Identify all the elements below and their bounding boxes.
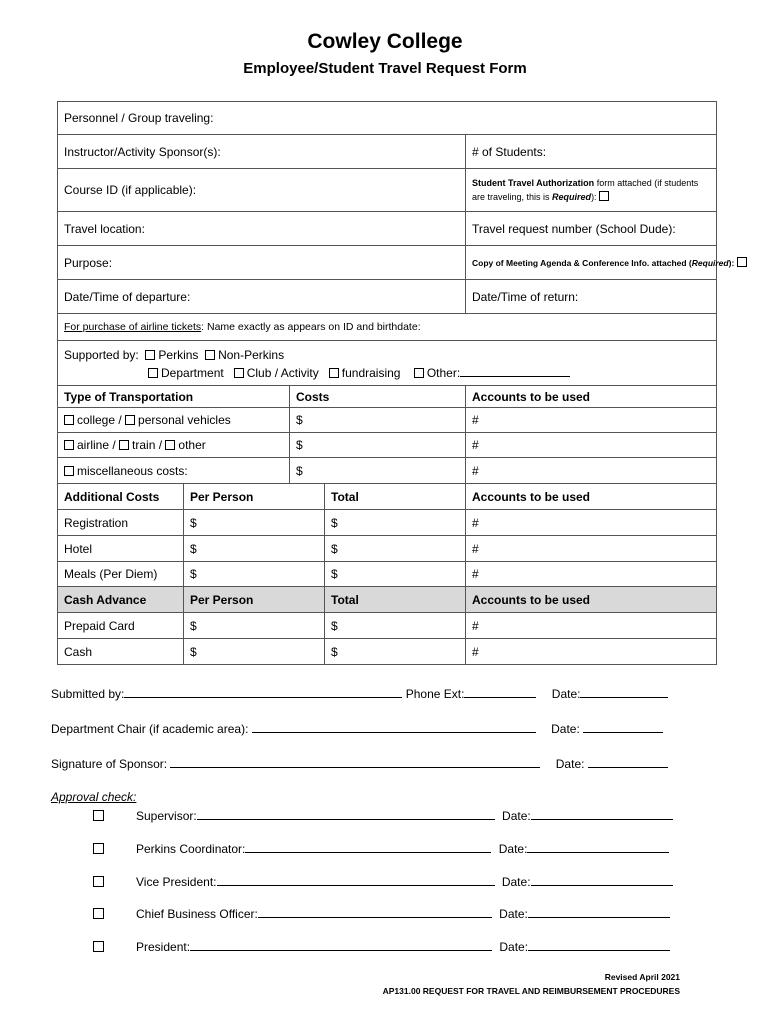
non-perkins-checkbox[interactable] xyxy=(205,350,215,360)
meals-per-person[interactable]: $ xyxy=(184,562,325,587)
prepaid-card-label: Prepaid Card xyxy=(58,613,184,639)
meals-total[interactable]: $ xyxy=(325,562,466,587)
personal-label: personal vehicles xyxy=(138,413,231,427)
president-checkbox[interactable] xyxy=(93,941,104,952)
personnel-field[interactable]: Personnel / Group traveling: xyxy=(58,102,717,135)
cash-total-header: Total xyxy=(325,587,466,613)
submitted-by-label: Submitted by: xyxy=(51,687,125,701)
vice-president-row xyxy=(136,874,673,889)
prepaid-account[interactable]: # xyxy=(466,613,717,639)
submitted-by-row xyxy=(51,686,668,701)
transport-header: Type of Transportation xyxy=(58,386,290,408)
submitted-date-line[interactable] xyxy=(580,686,668,698)
misc-cost[interactable]: $ xyxy=(290,458,466,484)
supervisor-checkbox[interactable] xyxy=(93,810,104,821)
train-checkbox[interactable] xyxy=(119,440,129,450)
president-date-line[interactable] xyxy=(528,939,670,951)
other-transport-label: other xyxy=(178,438,206,452)
sponsor-label: Signature of Sponsor: xyxy=(51,757,168,771)
airline-label: For purchase of airline tickets xyxy=(64,321,202,333)
additional-accounts-header: Accounts to be used xyxy=(466,484,717,510)
sta-checkbox[interactable] xyxy=(599,191,609,201)
club-checkbox[interactable] xyxy=(234,368,244,378)
other-label: Other: xyxy=(426,366,461,380)
cash-total[interactable]: $ xyxy=(325,639,466,665)
approval-check-label: Approval check: xyxy=(51,790,137,804)
airline-tickets-field[interactable] xyxy=(58,314,717,341)
airline-cost[interactable]: $ xyxy=(290,433,466,458)
hotel-per-person[interactable]: $ xyxy=(184,536,325,562)
revised-date: Revised April 2021 xyxy=(604,972,680,982)
vp-date-line[interactable] xyxy=(531,874,673,886)
accounts-header: Accounts to be used xyxy=(466,386,717,408)
president-date-label: Date: xyxy=(499,940,529,954)
cash-label: Cash xyxy=(58,639,184,665)
procedure-reference: AP131.00 REQUEST FOR TRAVEL AND REIMBURSEMENT PROCEDURES xyxy=(382,986,680,996)
registration-label: Registration xyxy=(58,510,184,536)
dept-chair-date-line[interactable] xyxy=(583,721,663,733)
department-label: Department xyxy=(161,366,224,380)
fundraising-checkbox[interactable] xyxy=(329,368,339,378)
agenda-text: Copy of Meeting Agenda & Conference Info. attached ( xyxy=(472,257,692,268)
phone-label: Phone Ext: xyxy=(405,687,465,701)
personal-checkbox[interactable] xyxy=(125,415,135,425)
supervisor-row xyxy=(136,808,673,823)
cbo-row xyxy=(136,906,670,921)
dept-chair-label: Department Chair (if academic area): xyxy=(51,722,249,736)
agenda-attached xyxy=(466,246,735,280)
perkins-coordinator-line[interactable] xyxy=(245,841,491,853)
cbo-label: Chief Business Officer: xyxy=(136,907,258,921)
perkins-checkbox[interactable] xyxy=(145,350,155,360)
misc-row-label xyxy=(58,458,290,484)
meals-account[interactable]: # xyxy=(466,562,717,587)
vice-president-label: Vice President: xyxy=(136,875,217,889)
footer xyxy=(383,970,680,998)
train-label: train / xyxy=(132,438,163,452)
cash-account[interactable]: # xyxy=(466,639,717,665)
cash-accounts-header: Accounts to be used xyxy=(466,587,717,613)
president-line[interactable] xyxy=(190,939,492,951)
sta-required: Required xyxy=(552,192,592,202)
prepaid-total[interactable]: $ xyxy=(325,613,466,639)
president-label: President: xyxy=(136,940,191,954)
course-id-field[interactable]: Course ID (if applicable): xyxy=(58,169,466,212)
perkins-date-line[interactable] xyxy=(527,841,669,853)
college-label: college / xyxy=(77,413,122,427)
phone-line[interactable] xyxy=(464,686,536,698)
other-transport-checkbox[interactable] xyxy=(165,440,175,450)
airline-rest: : Name exactly as appears on ID and birthdate: xyxy=(201,321,421,333)
vice-president-line[interactable] xyxy=(217,874,495,886)
vice-president-checkbox[interactable] xyxy=(93,876,104,887)
club-label: Club / Activity xyxy=(246,366,319,380)
department-checkbox[interactable] xyxy=(148,368,158,378)
sta-end: ): xyxy=(591,192,597,202)
college-checkbox[interactable] xyxy=(64,415,74,425)
hotel-label: Hotel xyxy=(58,536,184,562)
sta-text: form attached (if students are traveling, this is xyxy=(472,178,699,202)
cbo-checkbox[interactable] xyxy=(93,908,104,919)
cash-advance-header: Cash Advance xyxy=(58,587,184,613)
sponsor-date-line[interactable] xyxy=(588,756,668,768)
form-title: Cowley College xyxy=(307,30,463,53)
airline-checkbox[interactable] xyxy=(64,440,74,450)
agenda-end: ): xyxy=(728,257,735,268)
hotel-account[interactable]: # xyxy=(466,536,717,562)
supported-by-cell xyxy=(58,341,717,386)
sta-bold: Student Travel Authorization xyxy=(472,178,595,188)
travel-request-table xyxy=(57,101,735,665)
airline-label-t: airline / xyxy=(77,438,116,452)
agenda-checkbox[interactable] xyxy=(737,257,747,267)
sponsor-date-label: Date: xyxy=(555,757,585,771)
cbo-date-line[interactable] xyxy=(528,906,670,918)
supervisor-label: Supervisor: xyxy=(136,809,197,823)
perkins-coordinator-row xyxy=(136,841,669,856)
registration-per-person[interactable]: $ xyxy=(184,510,325,536)
perkins-coordinator-checkbox[interactable] xyxy=(93,843,104,854)
cash-per-person[interactable]: $ xyxy=(184,639,325,665)
sponsor-row xyxy=(51,756,668,771)
total-header: Total xyxy=(325,484,466,510)
travel-request-number-field[interactable]: Travel request number (School Dude): xyxy=(466,212,717,246)
perkins-coordinator-label: Perkins Coordinator: xyxy=(136,842,246,856)
instructor-field[interactable]: Instructor/Activity Sponsor(s): xyxy=(58,135,466,169)
meals-label: Meals (Per Diem) xyxy=(58,562,184,587)
vp-date-label: Date: xyxy=(501,875,531,889)
return-field[interactable]: Date/Time of return: xyxy=(466,280,717,314)
misc-label: miscellaneous costs: xyxy=(77,463,188,478)
vehicle-cost[interactable]: $ xyxy=(290,408,466,433)
vehicle-account[interactable]: # xyxy=(466,408,717,433)
vehicle-row-label xyxy=(58,408,290,433)
agenda-required: Required xyxy=(691,257,729,268)
dept-chair-line[interactable] xyxy=(252,721,536,733)
other-checkbox[interactable] xyxy=(414,368,424,378)
travel-location-field[interactable]: Travel location: xyxy=(58,212,466,246)
student-travel-authorization xyxy=(466,169,717,212)
misc-account[interactable]: # xyxy=(466,458,717,484)
airline-row-label xyxy=(58,433,290,458)
purpose-field[interactable]: Purpose: xyxy=(58,246,466,280)
prepaid-per-person[interactable]: $ xyxy=(184,613,325,639)
additional-costs-header: Additional Costs xyxy=(58,484,184,510)
submitted-date-label: Date: xyxy=(551,687,581,701)
hotel-total[interactable]: $ xyxy=(325,536,466,562)
cash-per-person-header: Per Person xyxy=(184,587,325,613)
departure-field[interactable]: Date/Time of departure: xyxy=(58,280,466,314)
supervisor-date-line[interactable] xyxy=(531,808,673,820)
cbo-date-label: Date: xyxy=(499,907,528,921)
registration-total[interactable]: $ xyxy=(325,510,466,536)
dept-chair-row xyxy=(51,721,663,736)
form-subtitle: Employee/Student Travel Request Form xyxy=(243,60,527,77)
cbo-line[interactable] xyxy=(258,906,492,918)
perkins-label: Perkins xyxy=(158,348,199,362)
supervisor-line[interactable] xyxy=(197,808,495,820)
registration-account[interactable]: # xyxy=(466,510,717,536)
supervisor-date-label: Date: xyxy=(502,809,531,823)
fundraising-label: fundraising xyxy=(341,366,401,380)
per-person-header: Per Person xyxy=(184,484,325,510)
sponsor-line[interactable] xyxy=(170,756,540,768)
costs-header: Costs xyxy=(290,386,466,408)
submitted-by-line[interactable] xyxy=(124,686,402,698)
non-perkins-label: Non-Perkins xyxy=(218,348,285,362)
misc-checkbox[interactable] xyxy=(64,466,74,476)
airline-account[interactable]: # xyxy=(466,433,717,458)
other-line[interactable] xyxy=(460,365,570,377)
num-students-field[interactable]: # of Students: xyxy=(466,135,717,169)
perkins-date-label: Date: xyxy=(498,842,528,856)
president-row xyxy=(136,939,670,954)
supported-by-label: Supported by: xyxy=(64,348,139,362)
dept-chair-date-label: Date: xyxy=(551,722,580,736)
